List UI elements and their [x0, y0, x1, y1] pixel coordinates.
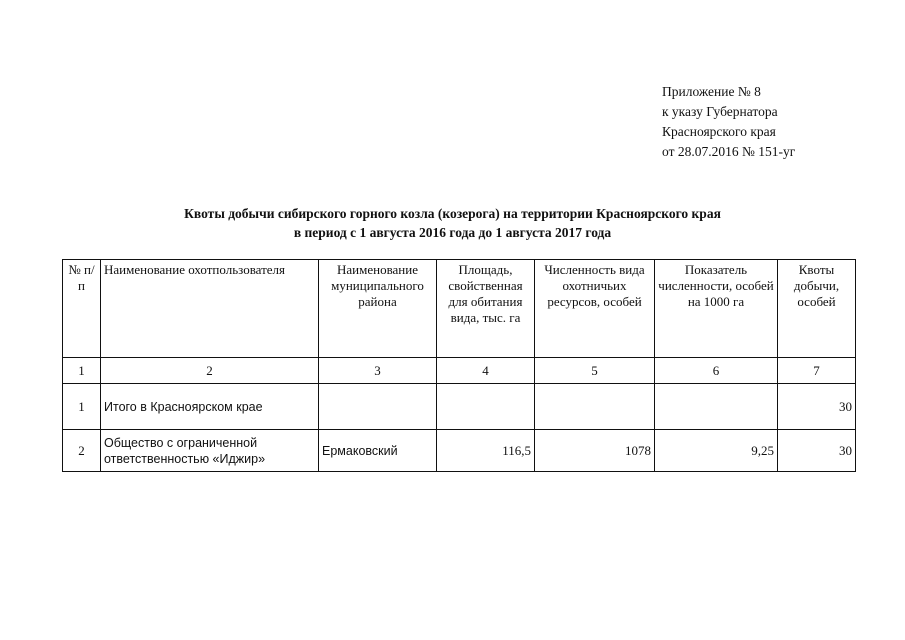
row-quota: 30 — [778, 430, 856, 472]
header-district: Наименование муниципального района — [319, 260, 437, 358]
row-user: Общество с ограниченной ответственностью «Иджир» — [101, 430, 319, 472]
column-number: 3 — [319, 358, 437, 384]
column-number: 4 — [437, 358, 535, 384]
column-number: 5 — [535, 358, 655, 384]
row-density: 9,25 — [655, 430, 778, 472]
row-density — [655, 384, 778, 430]
appendix-block — [662, 82, 795, 162]
header-density: Показатель численности, особей на 1000 га — [655, 260, 778, 358]
appendix-line-3: Красноярского края — [662, 124, 776, 139]
header-user: Наименование охотпользователя — [101, 260, 319, 358]
row-district: Ермаковский — [319, 430, 437, 472]
table-row — [63, 430, 856, 472]
quota-table — [62, 259, 856, 472]
row-num: 1 — [63, 384, 101, 430]
row-population: 1078 — [535, 430, 655, 472]
row-user: Итого в Красноярском крае — [101, 384, 319, 430]
column-number: 1 — [63, 358, 101, 384]
row-num: 2 — [63, 430, 101, 472]
row-area — [437, 384, 535, 430]
table-row — [63, 384, 856, 430]
appendix-line-1: Приложение № 8 — [662, 84, 761, 99]
row-quota: 30 — [778, 384, 856, 430]
header-area: Площадь, свойственная для обитания вида, тыс. га — [437, 260, 535, 358]
column-number: 2 — [101, 358, 319, 384]
row-district — [319, 384, 437, 430]
title-line-1: Квоты добычи сибирского горного козла (козерога) на территории Красноярского края — [184, 206, 721, 221]
column-number: 7 — [778, 358, 856, 384]
row-population — [535, 384, 655, 430]
document-title — [0, 204, 905, 242]
row-area: 116,5 — [437, 430, 535, 472]
appendix-line-2: к указу Губернатора — [662, 104, 778, 119]
column-number: 6 — [655, 358, 778, 384]
title-line-2: в период с 1 августа 2016 года до 1 августа 2017 года — [293, 225, 612, 240]
column-number-row — [63, 358, 856, 384]
appendix-line-4: от 28.07.2016 № 151-уг — [662, 144, 796, 159]
header-population: Численность вида охотничьих ресурсов, особей — [535, 260, 655, 358]
header-num: № п/п — [63, 260, 101, 358]
header-row — [63, 260, 856, 358]
header-quota: Квоты добычи, особей — [778, 260, 856, 358]
